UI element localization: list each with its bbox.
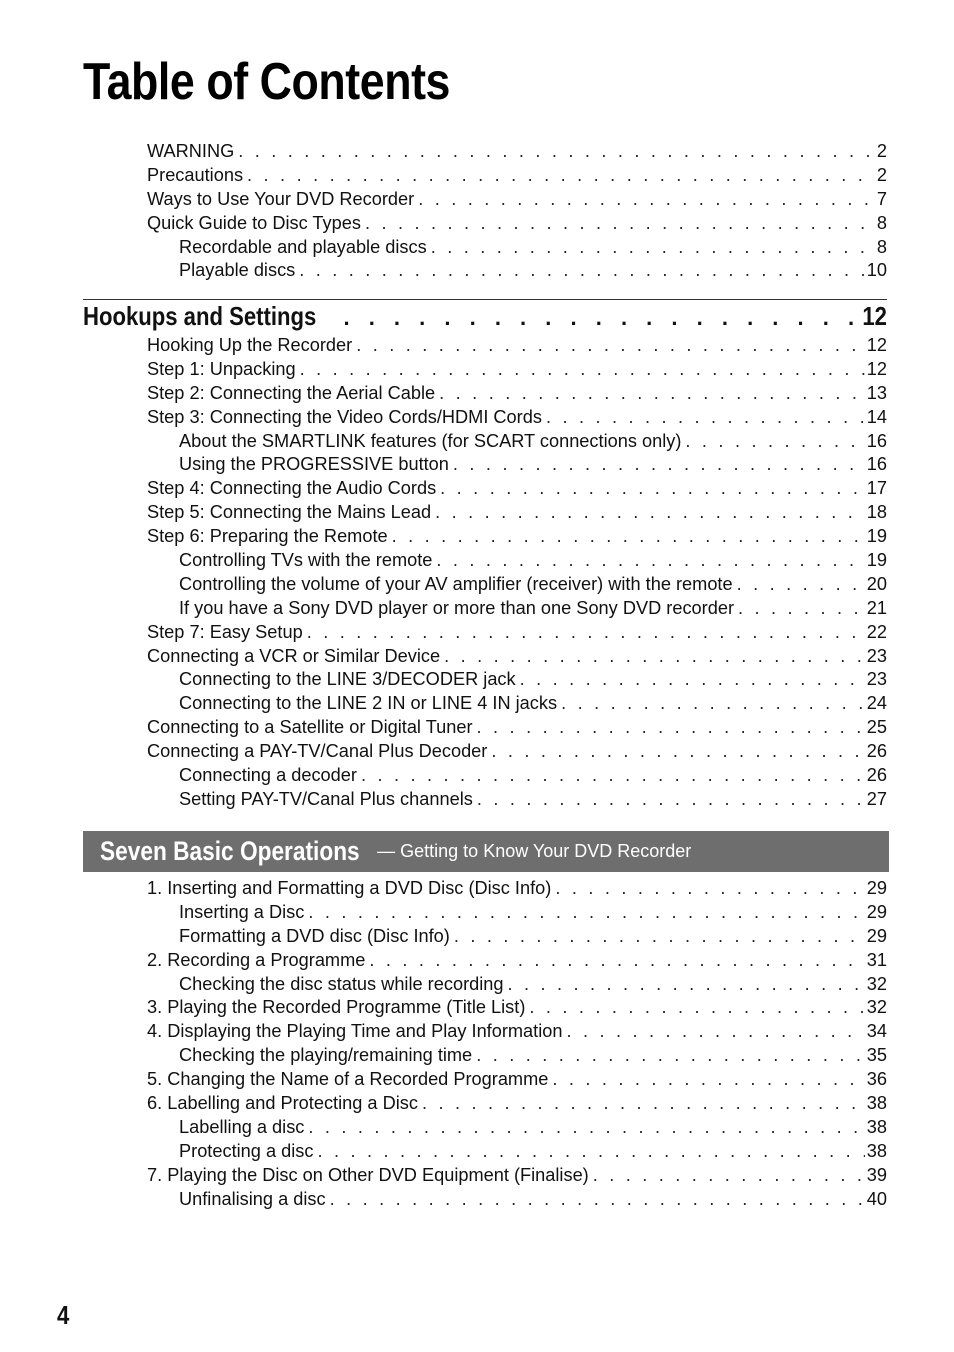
dot-leader	[299, 259, 865, 283]
toc-entry-page: 23	[866, 669, 887, 690]
dot-leader	[431, 236, 875, 260]
toc-entry-page: 32	[866, 973, 887, 994]
toc-entry-page: 29	[866, 878, 887, 898]
toc-entry-label: 7. Playing the Disc on Other DVD Equipment (Finalise)	[147, 1164, 589, 1185]
section-title: Hookups and Settings	[83, 301, 317, 331]
toc-entry-page: 29	[866, 925, 887, 946]
toc-entry-label: Connecting to the LINE 2 IN or LINE 4 IN jacks	[179, 693, 558, 714]
toc-entry-page: 19	[866, 550, 887, 571]
toc-entry-label: Labelling a disc	[179, 1116, 305, 1137]
footer-page-number: 4	[57, 1300, 70, 1330]
dot-leader	[439, 382, 865, 406]
intro-entries-list	[0, 140, 954, 283]
dot-leader	[361, 764, 865, 788]
toc-entry[interactable]	[179, 788, 887, 812]
toc-entry[interactable]	[179, 597, 887, 621]
toc-entry-page: 26	[866, 741, 887, 762]
toc-entry[interactable]	[179, 668, 887, 692]
section-title: Seven Basic Operations	[100, 836, 360, 866]
dot-leader	[555, 877, 864, 901]
toc-entry-page: 38	[866, 1116, 887, 1137]
dot-leader	[561, 692, 865, 716]
dot-leader	[477, 716, 865, 740]
dot-leader	[247, 164, 875, 188]
dot-leader	[238, 140, 875, 164]
dot-leader	[477, 788, 865, 812]
toc-entry-page: 32	[866, 997, 887, 1018]
toc-entry-label: Playable discs	[179, 260, 296, 281]
toc-entry-label: 3. Playing the Recorded Programme (Title List)	[147, 997, 526, 1018]
toc-entry-label: Connecting to the LINE 3/DECODER jack	[179, 669, 516, 690]
dot-leader	[508, 973, 865, 997]
toc-entry-label: Step 3: Connecting the Video Cords/HDMI Cords	[147, 406, 542, 427]
dot-leader	[453, 453, 865, 477]
toc-entry-label: If you have a Sony DVD player or more than one Sony DVD recorder	[179, 597, 734, 618]
toc-entry-label: Controlling the volume of your AV amplifier (receiver) with the remote	[179, 573, 733, 594]
toc-entry-label: Precautions	[147, 164, 244, 185]
section-subtitle: — Getting to Know Your DVD Recorder	[377, 841, 692, 861]
toc-entry[interactable]	[179, 1188, 887, 1212]
dot-leader	[738, 597, 865, 621]
toc-entry-page: 22	[866, 621, 887, 642]
toc-entry-page: 27	[866, 788, 887, 809]
section-heading-hookups	[83, 301, 887, 335]
toc-entry[interactable]	[179, 453, 887, 477]
dot-leader	[365, 212, 875, 236]
toc-entry-page: 10	[866, 260, 887, 281]
toc-entry[interactable]	[147, 1164, 887, 1188]
toc-entry[interactable]	[147, 406, 887, 430]
toc-entry-label: Protecting a disc	[179, 1140, 314, 1161]
toc-entry-label: 1. Inserting and Formatting a DVD Disc (Disc Info)	[147, 878, 552, 898]
toc-entry[interactable]	[179, 1044, 887, 1068]
toc-entry-label: Formatting a DVD disc (Disc Info)	[179, 925, 450, 946]
hookups-entries-list	[0, 334, 954, 812]
toc-entry[interactable]	[179, 573, 887, 597]
dot-leader	[520, 668, 865, 692]
toc-entry-page: 23	[866, 645, 887, 666]
toc-entry[interactable]	[179, 925, 887, 949]
toc-entry-label: Unfinalising a disc	[179, 1188, 326, 1209]
toc-entry-page: 36	[866, 1069, 887, 1090]
toc-entry[interactable]	[147, 164, 887, 188]
toc-entry[interactable]	[147, 949, 887, 973]
toc-entry-label: Step 5: Connecting the Mains Lead	[147, 502, 432, 523]
toc-entry-label: Checking the disc status while recording	[179, 973, 504, 994]
toc-entry[interactable]	[147, 140, 887, 164]
toc-entry-page: 29	[866, 901, 887, 922]
dot-leader	[444, 645, 865, 669]
toc-entry[interactable]	[179, 1140, 887, 1164]
dot-leader	[593, 1164, 865, 1188]
toc-entry[interactable]	[147, 621, 887, 645]
toc-entry-page: 7	[876, 188, 887, 209]
toc-entry-page: 16	[866, 430, 887, 451]
toc-entry[interactable]	[147, 525, 887, 549]
toc-entry-label: Step 6: Preparing the Remote	[147, 526, 388, 547]
toc-entry[interactable]	[147, 1092, 887, 1116]
section-page-number: 12	[862, 301, 887, 331]
toc-entry-page: 12	[866, 335, 887, 355]
toc-entry-label: Hooking Up the Recorder	[147, 335, 353, 355]
toc-entry-page: 8	[876, 236, 887, 257]
toc-entry-label: Recordable and playable discs	[179, 236, 427, 257]
dot-leader	[422, 1092, 865, 1116]
toc-entry-label: Setting PAY-TV/Canal Plus channels	[179, 788, 473, 809]
toc-entry-label: Connecting a PAY-TV/Canal Plus Decoder	[147, 741, 488, 762]
toc-entry-page: 17	[866, 478, 887, 499]
dot-leader	[369, 949, 864, 973]
toc-entry[interactable]	[147, 382, 887, 406]
toc-entry-label: WARNING	[147, 141, 235, 161]
dot-leader	[552, 1068, 864, 1092]
toc-entry-page: 24	[866, 693, 887, 714]
toc-entry-page: 35	[866, 1045, 887, 1066]
dot-leader	[737, 573, 865, 597]
dot-leader	[529, 996, 864, 1020]
dot-leader	[546, 406, 865, 430]
toc-entry-label: 2. Recording a Programme	[147, 949, 366, 970]
toc-entry-label: Checking the playing/remaining time	[179, 1045, 473, 1066]
toc-entry[interactable]	[147, 501, 887, 525]
dot-leader	[356, 334, 865, 358]
toc-entry[interactable]	[147, 358, 887, 382]
toc-entry[interactable]	[179, 549, 887, 573]
dot-leader	[454, 925, 865, 949]
toc-entry[interactable]	[147, 188, 887, 212]
toc-entry-page: 39	[866, 1164, 887, 1185]
toc-entry[interactable]	[147, 716, 887, 740]
toc-entry[interactable]	[147, 477, 887, 501]
toc-entry[interactable]	[147, 877, 887, 901]
toc-entry-page: 25	[866, 717, 887, 738]
toc-entry-label: Step 7: Easy Setup	[147, 621, 303, 642]
toc-entry-label: 6. Labelling and Protecting a Disc	[147, 1093, 418, 1114]
toc-entry[interactable]	[179, 692, 887, 716]
toc-entry[interactable]	[147, 996, 887, 1020]
page-title: Table of Contents	[83, 53, 451, 111]
toc-entry-label: Inserting a Disc	[179, 901, 305, 922]
dot-leader	[436, 549, 864, 573]
toc-entry-label: Step 1: Unpacking	[147, 358, 296, 379]
toc-entry-page: 13	[866, 382, 887, 403]
dot-leader	[476, 1044, 865, 1068]
dot-leader	[418, 188, 875, 212]
toc-entry-page: 14	[866, 406, 887, 427]
toc-entry-label: Connecting a VCR or Similar Device	[147, 645, 441, 666]
dot-leader	[440, 477, 865, 501]
toc-entry-label: Controlling TVs with the remote	[179, 550, 433, 571]
toc-entry[interactable]	[179, 901, 887, 925]
dot-leader	[392, 525, 865, 549]
toc-entry[interactable]	[147, 212, 887, 236]
toc-entry-page: 31	[866, 949, 887, 970]
toc-entry[interactable]	[147, 740, 887, 764]
toc-entry-page: 8	[876, 212, 887, 233]
toc-entry-page: 2	[876, 141, 887, 161]
toc-entry-page: 38	[866, 1140, 887, 1161]
basic-ops-entries-list	[0, 877, 954, 1211]
section-divider-rule	[83, 299, 887, 300]
dot-leader	[435, 501, 865, 525]
toc-entry-page: 19	[866, 526, 887, 547]
dot-leader	[491, 740, 864, 764]
toc-entry-page: 40	[866, 1188, 887, 1209]
dot-leader	[307, 621, 865, 645]
dot-leader	[308, 1116, 864, 1140]
dot-leader	[300, 358, 865, 382]
toc-entry[interactable]	[147, 334, 887, 358]
toc-entry-page: 16	[866, 454, 887, 475]
toc-entry[interactable]	[179, 430, 887, 454]
toc-entry[interactable]	[179, 236, 887, 260]
dot-leader	[567, 1020, 865, 1044]
toc-entry-label: About the SMARTLINK features (for SCART connections only)	[179, 430, 682, 451]
toc-entry-label: 4. Displaying the Playing Time and Play Information	[147, 1021, 563, 1042]
toc-entry[interactable]	[179, 764, 887, 788]
dot-leader	[685, 430, 864, 454]
toc-entry-label: Ways to Use Your DVD Recorder	[147, 188, 415, 209]
toc-entry-page: 20	[866, 573, 887, 594]
toc-entry[interactable]	[147, 1020, 887, 1044]
toc-entry-page: 12	[866, 358, 887, 379]
dot-leader	[308, 901, 864, 925]
toc-entry-page: 21	[866, 597, 887, 618]
toc-entry[interactable]	[147, 645, 887, 669]
toc-entry-label: Connecting to a Satellite or Digital Tuner	[147, 717, 473, 738]
toc-entry-page: 34	[866, 1021, 887, 1042]
section-band-basic-operations	[83, 831, 889, 872]
toc-entry-label: Using the PROGRESSIVE button	[179, 454, 449, 475]
toc-entry[interactable]	[147, 1068, 887, 1092]
toc-entry[interactable]	[179, 1116, 887, 1140]
toc-entry-label: Step 2: Connecting the Aerial Cable	[147, 382, 436, 403]
toc-entry-page: 2	[876, 164, 887, 185]
dot-leader	[327, 305, 858, 331]
toc-entry-page: 26	[866, 765, 887, 786]
toc-entry[interactable]	[179, 973, 887, 997]
toc-entry-label: 5. Changing the Name of a Recorded Programme	[147, 1069, 549, 1090]
toc-entry-page: 18	[866, 502, 887, 523]
toc-entry-label: Connecting a decoder	[179, 765, 357, 786]
toc-entry-page: 38	[866, 1093, 887, 1114]
toc-entry[interactable]	[179, 259, 887, 283]
dot-leader	[330, 1188, 865, 1212]
toc-entry-label: Quick Guide to Disc Types	[147, 212, 361, 233]
dot-leader	[317, 1140, 864, 1164]
toc-entry-label: Step 4: Connecting the Audio Cords	[147, 478, 437, 499]
